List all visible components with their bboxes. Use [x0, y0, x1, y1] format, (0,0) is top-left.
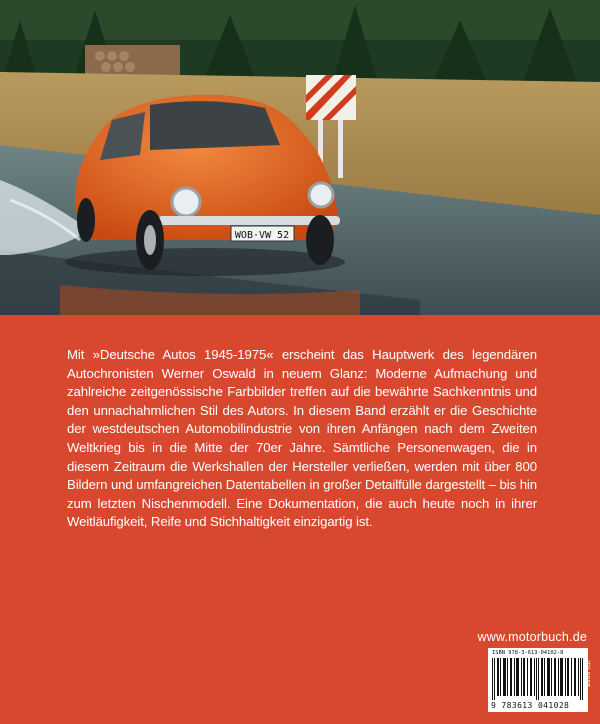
barcode-icon — [492, 658, 584, 700]
isbn-barcode — [488, 648, 588, 712]
publisher-website: www.motorbuch.de — [477, 630, 587, 644]
beetle-photo-illustration — [0, 0, 600, 315]
barcode-digits: 9 783613 041028 — [491, 701, 570, 710]
price-code: (D) 9995 — [583, 660, 590, 688]
cover-photo-beetle — [0, 0, 600, 315]
price-code-strip — [583, 648, 600, 712]
license-plate: WOB·VW 52 — [234, 230, 290, 241]
isbn-number: ISBN 978-3-613-04102-8 — [492, 650, 564, 656]
back-cover-blurb: Mit »Deutsche Autos 1945-1975« erscheint das Hauptwerk des legendären Autochronisten Werner Oswald in neuem Glanz: Moderne Aufmachung und zahlreiche zeitgenössische Farbbilder treffen auf die bewährte Sachkenntnis und den unnachahmlichen Stil des Autors. In diesem Band erzählt er die Geschichte der westdeutschen Automobilindustrie von ihren Anfängen nach dem Zweiten Weltkrieg bis in die Mitte der 70er Jahre. Sämtliche Personenwagen, die in diesem Zeitraum die Werkshallen der Hersteller verließen, werden mit über 800 Bildern und umfangreichen Datentabellen in großer Detailfülle dargestellt – bis hin zum letzten Nischenmodell. Eine Dokumentation, die auch heute noch in ihrer Weitläufigkeit, Reife und Stichhaltigkeit einzigartig ist. — [67, 347, 537, 530]
